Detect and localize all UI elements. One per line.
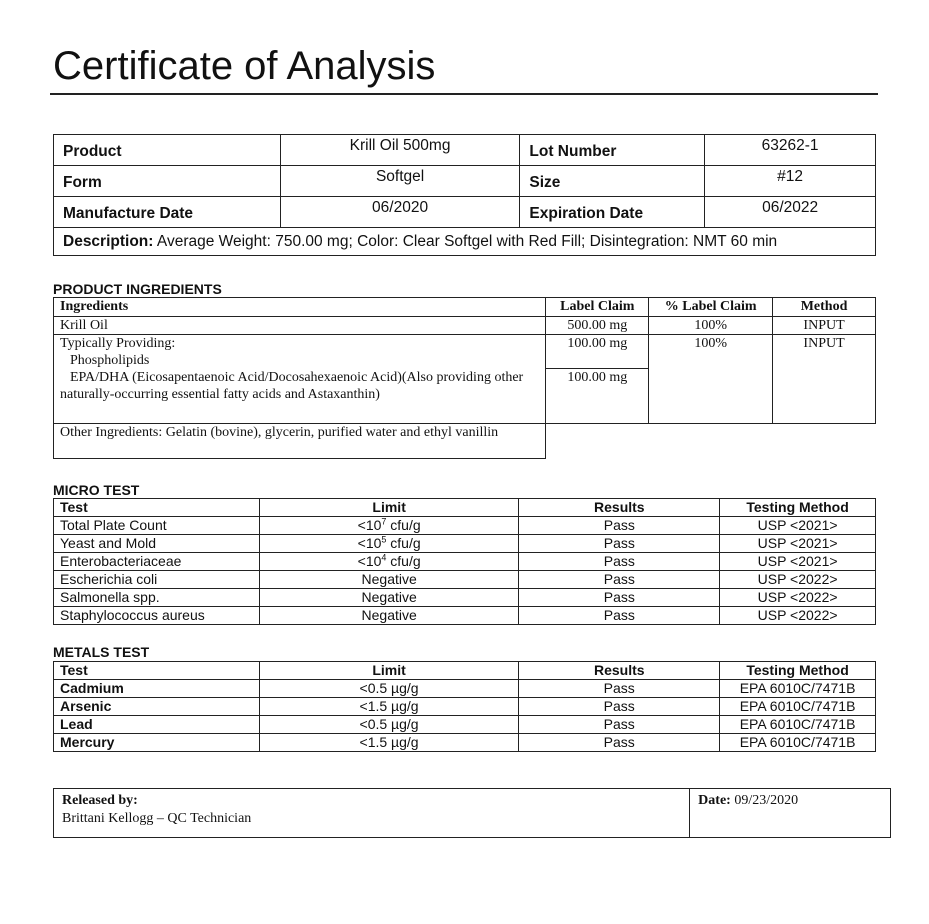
- table-row: [54, 517, 876, 535]
- table-row: [54, 317, 876, 335]
- header-test: Test: [54, 499, 260, 517]
- table-row: [54, 716, 876, 734]
- test-result: Pass: [519, 553, 720, 571]
- table-row: [54, 734, 876, 752]
- test-name: Salmonella spp.: [54, 589, 260, 607]
- metal-result: Pass: [519, 680, 720, 698]
- header-test: Test: [54, 662, 260, 680]
- description-label: Description:: [63, 232, 154, 250]
- typically-providing-cell: [54, 335, 546, 424]
- table-row: [54, 607, 876, 625]
- metal-result: Pass: [519, 716, 720, 734]
- lot-number-label: Lot Number: [520, 135, 705, 166]
- title-divider: [50, 93, 878, 95]
- release-date-label: Date:: [698, 793, 731, 808]
- metal-limit: <0.5 µg/g: [259, 680, 519, 698]
- ingredient-name: Krill Oil: [54, 317, 546, 335]
- manufacture-date-value: 06/2020: [280, 197, 520, 228]
- table-row: [54, 698, 876, 716]
- metal-name: Cadmium: [54, 680, 260, 698]
- phospholipids-label: Phospholipids: [70, 353, 150, 368]
- expiration-date-label: Expiration Date: [520, 197, 705, 228]
- release-date-value: 09/23/2020: [730, 793, 799, 808]
- ingredients-table: [53, 297, 876, 459]
- table-row: [54, 298, 876, 317]
- table-row: [54, 135, 876, 166]
- size-label: Size: [520, 166, 705, 197]
- metal-result: Pass: [519, 734, 720, 752]
- test-result: Pass: [519, 607, 720, 625]
- table-row: [54, 680, 876, 698]
- test-name: Escherichia coli: [54, 571, 260, 589]
- table-row: [54, 228, 876, 256]
- ingredients-heading: PRODUCT INGREDIENTS: [53, 281, 222, 297]
- test-method: USP <2021>: [720, 517, 876, 535]
- header-testing-method: Testing Method: [720, 499, 876, 517]
- metals-test-heading: METALS TEST: [53, 644, 150, 660]
- released-by-label: Released by:: [62, 793, 138, 808]
- ingredient-pct: 100%: [649, 317, 773, 335]
- ingredient-claim: 500.00 mg: [546, 317, 649, 335]
- header-limit: Limit: [259, 662, 519, 680]
- size-value: #12: [705, 166, 876, 197]
- test-method: USP <2022>: [720, 607, 876, 625]
- test-result: Pass: [519, 535, 720, 553]
- product-value: Krill Oil 500mg: [280, 135, 520, 166]
- metal-result: Pass: [519, 698, 720, 716]
- metal-name: Arsenic: [54, 698, 260, 716]
- form-value: Softgel: [280, 166, 520, 197]
- test-name: Yeast and Mold: [54, 535, 260, 553]
- header-testing-method: Testing Method: [720, 662, 876, 680]
- form-label: Form: [54, 166, 281, 197]
- test-limit: Negative: [259, 589, 519, 607]
- micro-test-table: [53, 498, 876, 625]
- table-row: [54, 424, 876, 459]
- phospholipids-claim: 100.00 mg: [546, 335, 648, 369]
- header-limit: Limit: [259, 499, 519, 517]
- release-table: [53, 788, 891, 838]
- test-result: Pass: [519, 571, 720, 589]
- page-title: Certificate of Analysis: [53, 44, 436, 88]
- test-name: Total Plate Count: [54, 517, 260, 535]
- micro-test-heading: MICRO TEST: [53, 482, 140, 498]
- metal-limit: <1.5 µg/g: [259, 698, 519, 716]
- table-row: [54, 166, 876, 197]
- expiration-date-value: 06/2022: [705, 197, 876, 228]
- test-name: Staphylococcus aureus: [54, 607, 260, 625]
- metal-name: Mercury: [54, 734, 260, 752]
- other-ingredients: Other Ingredients: Gelatin (bovine), glycerin, purified water and ethyl vanillin: [54, 424, 546, 459]
- test-method: USP <2022>: [720, 589, 876, 607]
- manufacture-date-label: Manufacture Date: [54, 197, 281, 228]
- metal-method: EPA 6010C/7471B: [720, 680, 876, 698]
- table-row: [54, 589, 876, 607]
- product-info-table: [53, 134, 876, 256]
- ingredient-method: INPUT: [773, 317, 876, 335]
- metals-test-table: [53, 661, 876, 752]
- description-value: Average Weight: 750.00 mg; Color: Clear Softgel with Red Fill; Disintegration: NMT 60 min: [153, 232, 778, 250]
- header-ingredients: Ingredients: [54, 298, 546, 317]
- table-row: [54, 499, 876, 517]
- phospholipids-method: INPUT: [773, 335, 876, 424]
- metal-method: EPA 6010C/7471B: [720, 716, 876, 734]
- metal-limit: <1.5 µg/g: [259, 734, 519, 752]
- description-cell: [54, 228, 876, 256]
- table-row: [54, 197, 876, 228]
- header-results: Results: [519, 662, 720, 680]
- test-method: USP <2021>: [720, 553, 876, 571]
- metal-limit: <0.5 µg/g: [259, 716, 519, 734]
- test-limit: Negative: [259, 571, 519, 589]
- test-limit: $<10^5$ cfu/g: [259, 535, 519, 553]
- test-method: USP <2021>: [720, 535, 876, 553]
- test-name: Enterobacteriaceae: [54, 553, 260, 571]
- release-date-cell: [690, 789, 891, 838]
- product-label: Product: [54, 135, 281, 166]
- epa-dha-claim: 100.00 mg: [567, 370, 628, 385]
- released-by-cell: [54, 789, 690, 838]
- header-method: Method: [773, 298, 876, 317]
- test-method: USP <2022>: [720, 571, 876, 589]
- test-limit: $<10^7$ cfu/g: [259, 517, 519, 535]
- typically-providing-label: Typically Providing:: [60, 336, 176, 351]
- table-row: [54, 553, 876, 571]
- epa-dha-label: EPA/DHA (Eicosapentaenoic Acid/Docosahexaenoic Acid)(Also providing other naturally-occurring essential fatty acids and Astaxanthin): [60, 370, 524, 402]
- lot-number-value: 63262-1: [705, 135, 876, 166]
- test-limit: Negative: [259, 607, 519, 625]
- typical-claims-cell: [546, 335, 649, 424]
- test-limit: $<10^4$ cfu/g: [259, 553, 519, 571]
- table-row: [54, 535, 876, 553]
- header-results: Results: [519, 499, 720, 517]
- table-row: [54, 789, 891, 838]
- metal-method: EPA 6010C/7471B: [720, 698, 876, 716]
- metal-name: Lead: [54, 716, 260, 734]
- test-result: Pass: [519, 589, 720, 607]
- table-row: [54, 662, 876, 680]
- metal-method: EPA 6010C/7471B: [720, 734, 876, 752]
- released-by-value: Brittani Kellogg – QC Technician: [62, 811, 252, 826]
- table-row: [54, 571, 876, 589]
- table-row: [54, 335, 876, 424]
- test-result: Pass: [519, 517, 720, 535]
- header-pct-label-claim: % Label Claim: [649, 298, 773, 317]
- header-label-claim: Label Claim: [546, 298, 649, 317]
- phospholipids-pct: 100%: [649, 335, 773, 424]
